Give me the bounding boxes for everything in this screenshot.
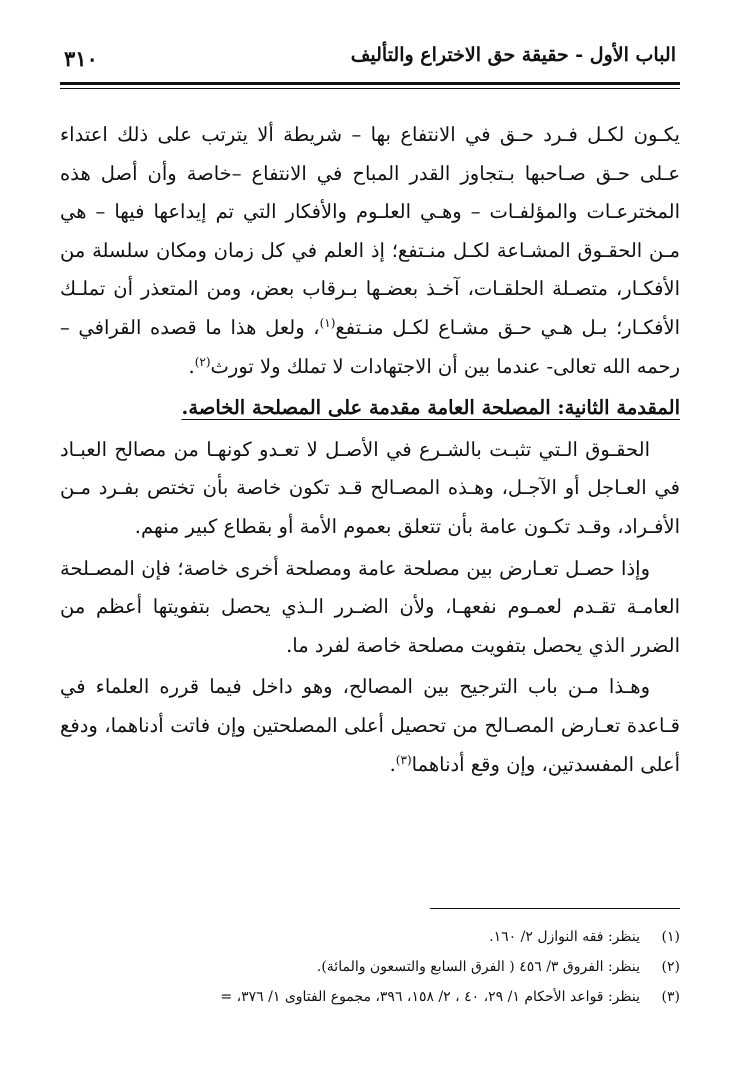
footnote-number: (٣) [661,989,680,1005]
running-header [60,36,680,76]
footnote-text: ينظر: الفروق ٣/ ٤٥٦ ( الفرق السابع والتسعون والمائة). [316,959,640,975]
main-text [60,116,680,784]
paragraph-4-text-a: وهـذا مـن باب الترجيح بين المصالح، وهو داخل فيما قرره العلماء في قـاعدة تعـارض المصـالح من تحصيل أعلى المصلحتين وإن فاتت أدناهما، ودفع أعلى المفسدتين، وإن وقع أدناهما [60,675,680,776]
footnotes [60,922,680,1012]
footnote-text: ينظر: قواعد الأحكام ١/ ٢٩، ٤٠ ، ٢/ ١٥٨، ٣٩٦، مجموع الفتاوى ١/ ٣٧٦، = [220,989,640,1005]
chapter-title: الباب الأول - حقيقة حق الاختراع والتأليف [350,44,676,66]
paragraph-4-text-b: . [389,752,396,776]
footnote-number: (٢) [661,959,680,975]
footnote-ref-1[interactable]: (١) [319,315,336,330]
footnote-item [60,982,680,1012]
paragraph-1-text-a: يكـون لكـل فـرد حـق في الانتفاع بها – شريطة ألا يترتب على ذلك اعتداء عـلى حـق صـاحبها بـتجاوز القدر المباح في الانتفاع –خاصة وأن أصل هذه المخترعـات والمؤلفـات – وهـي العلـوم والأفكار التي تم إيداعها فيها – هي مـن الحقـوق المشـاعة لكـل منـتفع؛ إذ العلم في كل زمان ومكان سلسلة من الأفكـار، متصـلة الحلقـات، آخـذ بعضـها بـرقاب بعض، ومن المتعذر أن تملـك الأفكـار؛ بـل هـي حـق مشـاع لكـل منـتفع [60,123,680,339]
paragraph-1 [60,116,680,386]
header-rule-thick [60,82,680,85]
paragraph-3: وإذا حصـل تعـارض بين مصلحة عامة ومصلحة أخرى خاصة؛ فإن المصـلحة العامـة تقـدم لعمـوم نفعهـا، ولأن الضـرر الـذي يحصل بتفويتها أعظم من الضرر الذي يحصل بتفويت مصلحة خاصة لفرد ما. [60,556,680,657]
paragraph-4 [60,668,680,784]
paragraph-2: الحقـوق الـتي تثبـت بالشـرع في الأصـل لا تعـدو كونهـا من مصالح العبـاد في العـاجل أو الآجـل، وهـذه المصـالح قـد تكون خاصة بأن تختص بفـرد مـن الأفـراد، وقـد تكـون عامة بأن تتعلق بعموم الأمة أو بقطاع كبير منهم. [60,437,680,538]
header-rule-thin [60,88,680,89]
footnote-separator [430,908,680,909]
paragraph-1-text-b: ، ولعل هذا ما قصده القرافي –رحمه الله تعالى- عندما بين أن الاجتهادات لا تملك ولا تورث [60,315,680,378]
footnote-text: ينظر: فقه النوازل ٢/ ١٦٠. [489,929,640,945]
footnote-number: (١) [661,929,680,945]
page-number: ٣١٠ [64,46,98,71]
footnote-ref-3[interactable]: (٣) [395,752,412,767]
footnote-ref-2[interactable]: (٢) [194,354,211,369]
section-heading: المقدمة الثانية: المصلحة العامة مقدمة على المصلحة الخاصة. [181,396,680,420]
footnote-item [60,922,680,952]
paragraph-1-text-c: . [188,354,195,378]
footnote-item [60,952,680,982]
